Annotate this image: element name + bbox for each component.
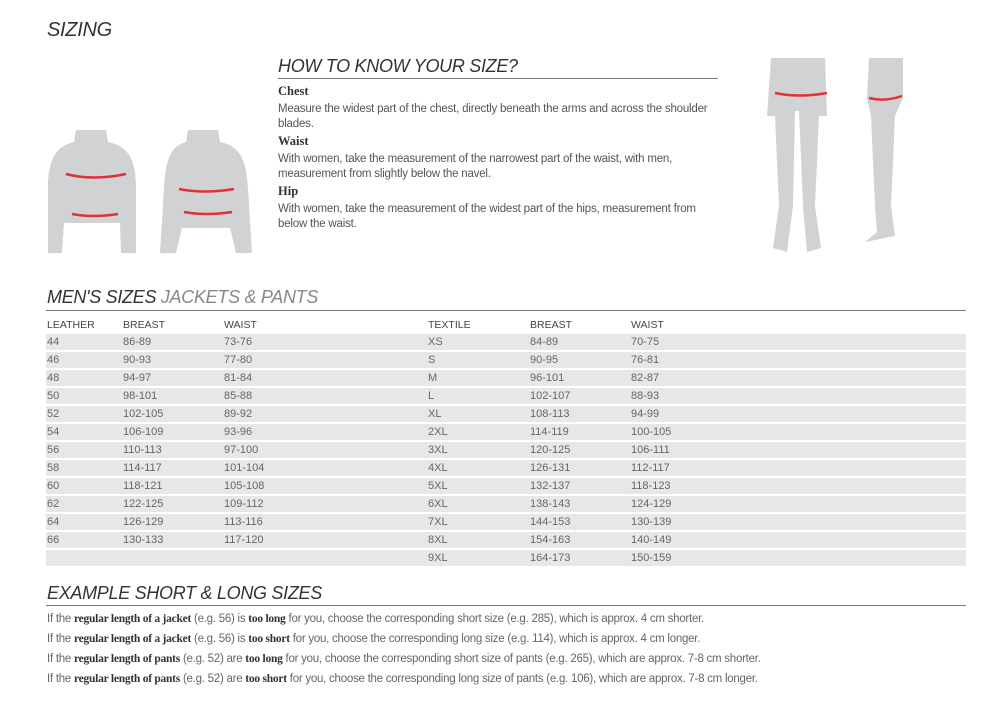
table-cell: 77-80 — [224, 354, 253, 366]
hip-label: Hip — [278, 184, 299, 198]
table-row — [46, 478, 966, 494]
divider — [278, 78, 718, 79]
waist-description: With women, take the measurement of the narrowest part of the waist, with men, measurement from slightly below the navel. — [278, 153, 673, 180]
table-cell: 64 — [47, 516, 60, 528]
table-cell: 106-109 — [123, 426, 164, 438]
example-text: (e.g. 52) are — [180, 653, 246, 665]
hip-description: With women, take the measurement of the widest part of the hips, measurement from below the waist. — [278, 203, 696, 230]
table-cell: 130-133 — [123, 534, 164, 546]
table-cell: 52 — [47, 408, 60, 420]
table-cell: 3XL — [428, 444, 448, 456]
table-cell: 66 — [47, 534, 60, 546]
table-cell: 101-104 — [224, 462, 265, 474]
example-line — [47, 633, 700, 645]
example-text: (e.g. 52) are — [180, 673, 246, 685]
table-cell: 138-143 — [530, 498, 571, 510]
chest-label: Chest — [278, 84, 309, 98]
chest-description: Measure the widest part of the chest, directly beneath the arms and across the shoulder blades. — [278, 103, 708, 130]
table-cell: 54 — [47, 426, 60, 438]
table-cell: M — [428, 372, 438, 384]
table-cell: 102-105 — [123, 408, 164, 420]
column-header: LEATHER — [47, 319, 95, 331]
divider — [46, 310, 966, 311]
table-cell: 106-111 — [631, 444, 670, 456]
table-cell: 9XL — [428, 552, 448, 564]
table-cell: 70-75 — [631, 336, 660, 348]
example-emphasis: regular length of a jacket — [74, 613, 192, 625]
table-cell: 126-131 — [530, 462, 571, 474]
table-cell: 144-153 — [530, 516, 571, 528]
table-cell: 44 — [47, 336, 60, 348]
table-cell: 118-123 — [631, 480, 671, 492]
table-cell: 50 — [47, 390, 60, 402]
example-emphasis: too long — [245, 653, 283, 665]
table-cell: 122-125 — [123, 498, 164, 510]
table-cell: 109-112 — [224, 498, 264, 510]
table-cell: 48 — [47, 372, 60, 384]
example-text: If the — [47, 633, 75, 645]
table-row — [46, 424, 966, 440]
table-cell: 76-81 — [631, 354, 660, 366]
table-cell: 113-116 — [224, 516, 263, 528]
table-row — [46, 352, 966, 368]
example-emphasis: regular length of a jacket — [74, 633, 192, 645]
example-text: If the — [47, 673, 75, 685]
table-row — [46, 334, 966, 350]
table-cell: 60 — [47, 480, 60, 492]
example-text: for you, choose the corresponding short size (e.g. 285), which is approx. 4 cm shorter. — [285, 613, 704, 625]
table-cell: 130-139 — [631, 516, 672, 528]
table-cell: L — [428, 390, 435, 402]
table-row — [46, 496, 966, 512]
table-cell: 58 — [47, 462, 60, 474]
example-text: for you, choose the corresponding long size (e.g. 114), which is approx. 4 cm longer. — [289, 633, 701, 645]
mens-sizes-title-main: MEN'S SIZES — [47, 287, 157, 307]
example-text: If the — [47, 613, 75, 625]
example-emphasis: regular length of pants — [74, 653, 180, 665]
table-cell: 85-88 — [224, 390, 253, 402]
example-text: for you, choose the corresponding long size of pants (e.g. 106), which are approx. 7-8 cm longer. — [286, 673, 758, 685]
table-cell: 86-89 — [123, 336, 152, 348]
example-emphasis: regular length of pants — [74, 673, 180, 685]
page-title: SIZING — [47, 19, 112, 41]
column-header: TEXTILE — [428, 319, 471, 331]
example-text: (e.g. 56) is — [191, 613, 249, 625]
table-cell: 56 — [47, 444, 60, 456]
table-cell: 97-100 — [224, 444, 259, 456]
example-emphasis: too short — [245, 673, 287, 685]
table-cell: 93-96 — [224, 426, 253, 438]
table-row — [46, 532, 966, 548]
table-cell: 82-87 — [631, 372, 660, 384]
table-cell: 81-84 — [224, 372, 253, 384]
table-cell: 112-117 — [631, 462, 670, 474]
table-cell: 105-108 — [224, 480, 265, 492]
example-line — [47, 673, 758, 685]
example-text: (e.g. 56) is — [191, 633, 249, 645]
table-cell: XL — [428, 408, 442, 420]
table-cell: 118-121 — [123, 480, 163, 492]
table-cell: XS — [428, 336, 443, 348]
table-row — [46, 406, 966, 422]
table-cell: 4XL — [428, 462, 448, 474]
table-cell: 2XL — [428, 426, 448, 438]
table-cell: 124-129 — [631, 498, 672, 510]
lower-body-figures-illustration — [765, 56, 915, 256]
table-cell: 6XL — [428, 498, 448, 510]
how-to-list — [278, 84, 718, 232]
table-cell: 94-97 — [123, 372, 152, 384]
table-row — [46, 370, 966, 386]
table-cell: 46 — [47, 354, 60, 366]
table-cell: 114-119 — [530, 426, 569, 438]
mens-sizes-title-sub: JACKETS & PANTS — [156, 287, 319, 307]
table-cell: 62 — [47, 498, 60, 510]
table-cell: 164-173 — [530, 552, 571, 564]
table-cell: 117-120 — [224, 534, 264, 546]
table-cell: 8XL — [428, 534, 448, 546]
table-cell: 88-93 — [631, 390, 660, 402]
waist-label: Waist — [278, 134, 309, 148]
table-cell: 89-92 — [224, 408, 253, 420]
table-row — [46, 460, 966, 476]
column-header: BREAST — [530, 319, 573, 331]
table-cell: 132-137 — [530, 480, 571, 492]
example-line — [47, 653, 761, 665]
examples-title: EXAMPLE SHORT & LONG SIZES — [47, 583, 322, 603]
divider — [46, 605, 966, 606]
table-row — [46, 388, 966, 404]
table-cell: 73-76 — [224, 336, 253, 348]
column-header: WAIST — [631, 319, 664, 331]
mens-sizes-title — [47, 287, 318, 308]
table-cell: 90-93 — [123, 354, 152, 366]
table-cell: 114-117 — [123, 462, 162, 474]
column-header: BREAST — [123, 319, 166, 331]
example-emphasis: too short — [248, 633, 290, 645]
example-text: for you, choose the corresponding short size of pants (e.g. 265), which are approx. 7-8 cm shorter. — [282, 653, 761, 665]
table-cell: 7XL — [428, 516, 448, 528]
how-to-title: HOW TO KNOW YOUR SIZE? — [278, 56, 518, 76]
table-cell: 126-129 — [123, 516, 164, 528]
table-cell: 120-125 — [530, 444, 571, 456]
table-cell: 84-89 — [530, 336, 559, 348]
table-row — [46, 514, 966, 530]
table-cell: 140-149 — [631, 534, 672, 546]
table-cell: 90-95 — [530, 354, 559, 366]
table-cell: 102-107 — [530, 390, 571, 402]
table-cell: 96-101 — [530, 372, 565, 384]
table-cell: 110-113 — [123, 444, 162, 456]
table-cell: 154-163 — [530, 534, 571, 546]
column-header: WAIST — [224, 319, 257, 331]
example-line — [47, 613, 704, 625]
table-row — [46, 442, 966, 458]
table-cell: 98-101 — [123, 390, 158, 402]
table-cell: 94-99 — [631, 408, 660, 420]
example-emphasis: too long — [248, 613, 286, 625]
table-cell: 108-113 — [530, 408, 570, 420]
upper-body-figures-illustration — [46, 128, 266, 256]
table-cell: 100-105 — [631, 426, 672, 438]
example-text: If the — [47, 653, 75, 665]
table-cell: S — [428, 354, 436, 366]
table-row — [46, 550, 966, 566]
table-cell: 5XL — [428, 480, 448, 492]
table-cell: 150-159 — [631, 552, 672, 564]
